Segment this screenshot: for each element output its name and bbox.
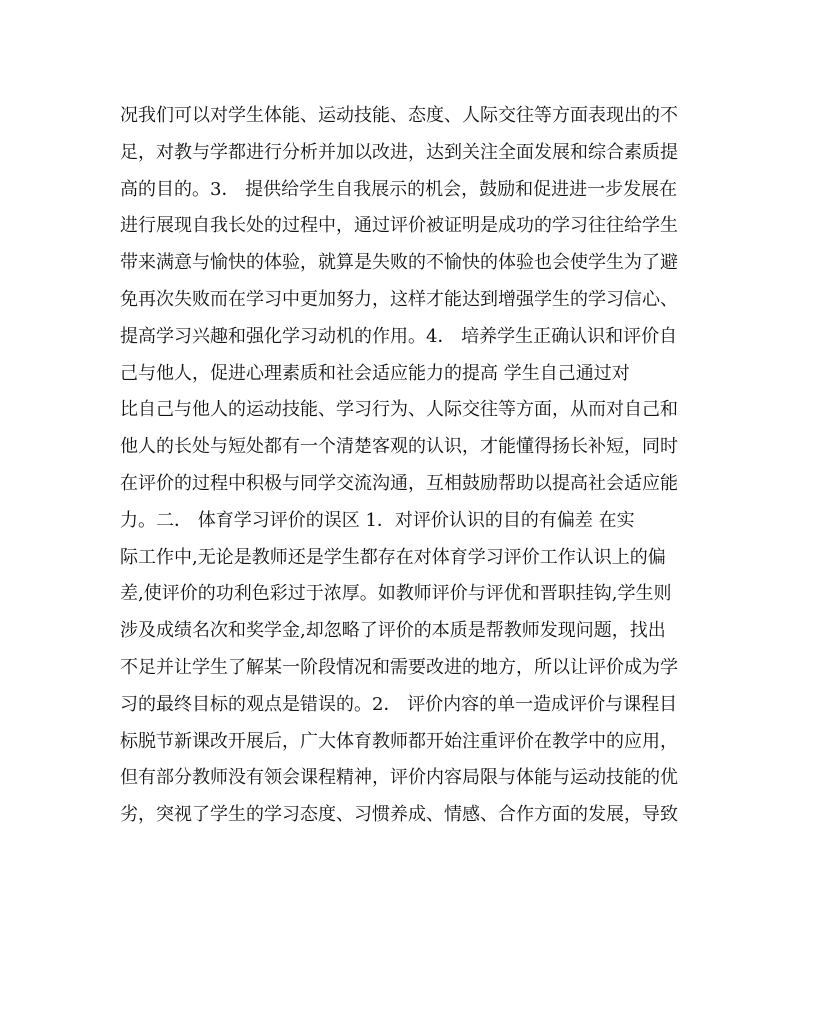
text-line: 提高学习兴趣和强化学习动机的作用。4． 培养学生正确认识和评价自 bbox=[120, 325, 678, 347]
text-line: 进行展现自我长处的过程中，通过评价被证明是成功的学习往往给学生 bbox=[120, 215, 678, 237]
text-line: 足，对教与学都进行分析并加以改进，达到关注全面发展和综合素质提 bbox=[120, 141, 678, 163]
body-text bbox=[120, 98, 710, 834]
text-line: 不足并让学生了解某一阶段情况和需要改进的地方，所以让评价成为学 bbox=[120, 656, 678, 678]
text-line: 际工作中,无论是教师还是学生都存在对体育学习评价工作认识上的偏 bbox=[120, 546, 666, 568]
text-line: 力。二． 体育学习评价的误区 1．对评价认识的目的有偏差 在实 bbox=[120, 509, 635, 531]
text-line: 在评价的过程中积极与同学交流沟通，互相鼓励帮助以提高社会适应能 bbox=[120, 472, 678, 494]
text-line: 差,使评价的功利色彩过于浓厚。如教师评价与评优和晋职挂钩,学生则 bbox=[120, 583, 672, 605]
text-line: 他人的长处与短处都有一个清楚客观的认识，才能懂得扬长补短，同时 bbox=[120, 436, 678, 458]
text-line: 但有部分教师没有领会课程精神，评价内容局限与体能与运动技能的优 bbox=[120, 767, 678, 789]
text-line: 涉及成绩名次和奖学金,却忽略了评价的本质是帮教师发现问题，找出 bbox=[120, 620, 666, 642]
text-line: 带来满意与愉快的体验，就算是失败的不愉快的体验也会使学生为了避 bbox=[120, 252, 678, 274]
text-line: 况我们可以对学生体能、运动技能、态度、人际交往等方面表现出的不 bbox=[120, 105, 678, 126]
text-line: 比自己与他人的运动技能、学习行为、人际交往等方面，从而对自己和 bbox=[120, 399, 678, 421]
text-line: 免再次失败而在学习中更加努力，这样才能达到增强学生的学习信心、 bbox=[120, 288, 678, 310]
text-line: 标脱节新课改开展后，广大体育教师都开始注重评价在教学中的应用， bbox=[120, 730, 678, 752]
text-line: 劣，突视了学生的学习态度、习惯养成、情感、合作方面的发展，导致 bbox=[120, 804, 678, 826]
text-line: 己与他人，促进心理素质和社会适应能力的提高 学生自己通过对 bbox=[120, 362, 630, 384]
text-line: 习的最终目标的观点是错误的。2． 评价内容的单一造成评价与课程目 bbox=[120, 693, 678, 715]
text-line: 高的目的。3． 提供给学生自我展示的机会，鼓励和促进进一步发展在 bbox=[120, 178, 678, 200]
